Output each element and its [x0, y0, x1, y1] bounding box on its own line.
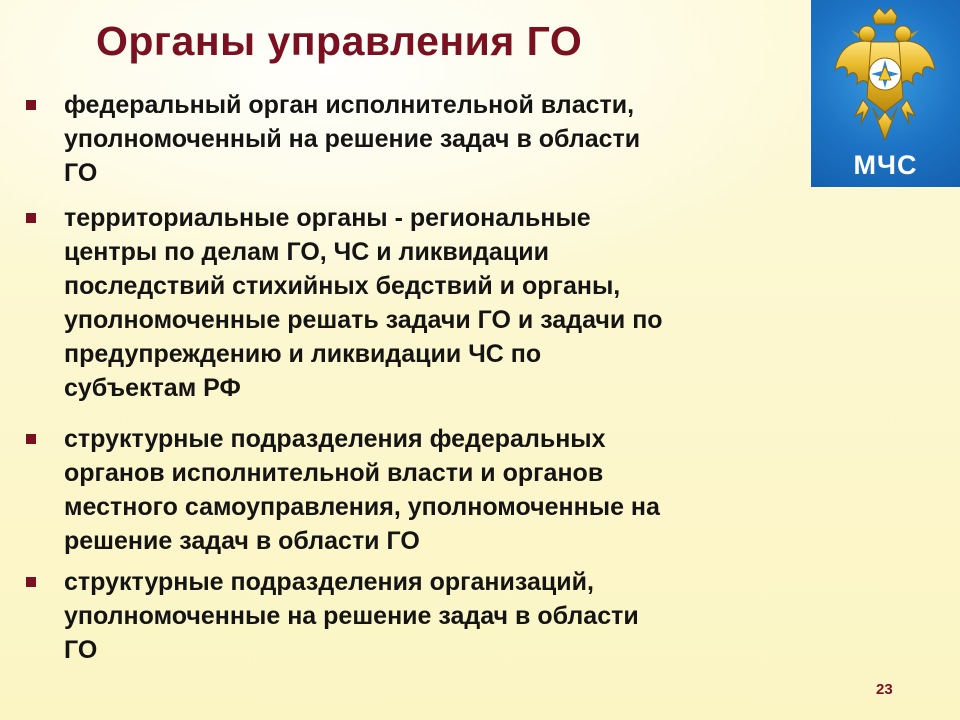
square-bullet-icon [26, 213, 36, 223]
slide-title: Органы управления ГО [96, 18, 583, 64]
bullet-line: ГО [64, 159, 98, 187]
bullet-line: ГО [64, 636, 98, 664]
square-bullet-icon [26, 434, 36, 444]
square-bullet-icon [26, 100, 36, 110]
square-bullet-icon [26, 577, 36, 587]
mchs-double-headed-eagle-emblem-icon [833, 8, 938, 146]
bullet-line: уполномоченные на решение задач в области [64, 602, 639, 630]
bullet-line: уполномоченные решать задачи ГО и задачи по [64, 306, 663, 334]
bullet-text [64, 201, 824, 405]
bullet-line: федеральный орган исполнительной власти, [64, 91, 635, 119]
bullet-line: предупреждению и ликвидации ЧС по [64, 340, 542, 368]
bullet-line: субъектам РФ [64, 374, 241, 402]
bullet-line: решение задач в области ГО [64, 527, 420, 555]
bullet-line: структурные подразделения организаций, [64, 568, 594, 596]
bullet-line: местного самоуправления, уполномоченные на [64, 493, 660, 521]
bullet-line: территориальные органы - региональные [64, 204, 591, 232]
bullet-line: последствий стихийных бедствий и органы, [64, 272, 621, 300]
bullet-line: уполномоченный на решение задач в области [64, 125, 641, 153]
emblem-label: МЧС [853, 150, 918, 180]
bullet-text [64, 422, 824, 558]
bullet-text [64, 565, 824, 667]
bullet-line: органов исполнительной власти и органов [64, 459, 604, 487]
mchs-emblem [811, 0, 960, 187]
bullet-line: структурные подразделения федеральных [64, 425, 606, 453]
page-number: 23 [876, 681, 893, 698]
bullet-line: центры по делам ГО, ЧС и ликвидации [64, 238, 549, 266]
bullet-text [64, 88, 824, 190]
